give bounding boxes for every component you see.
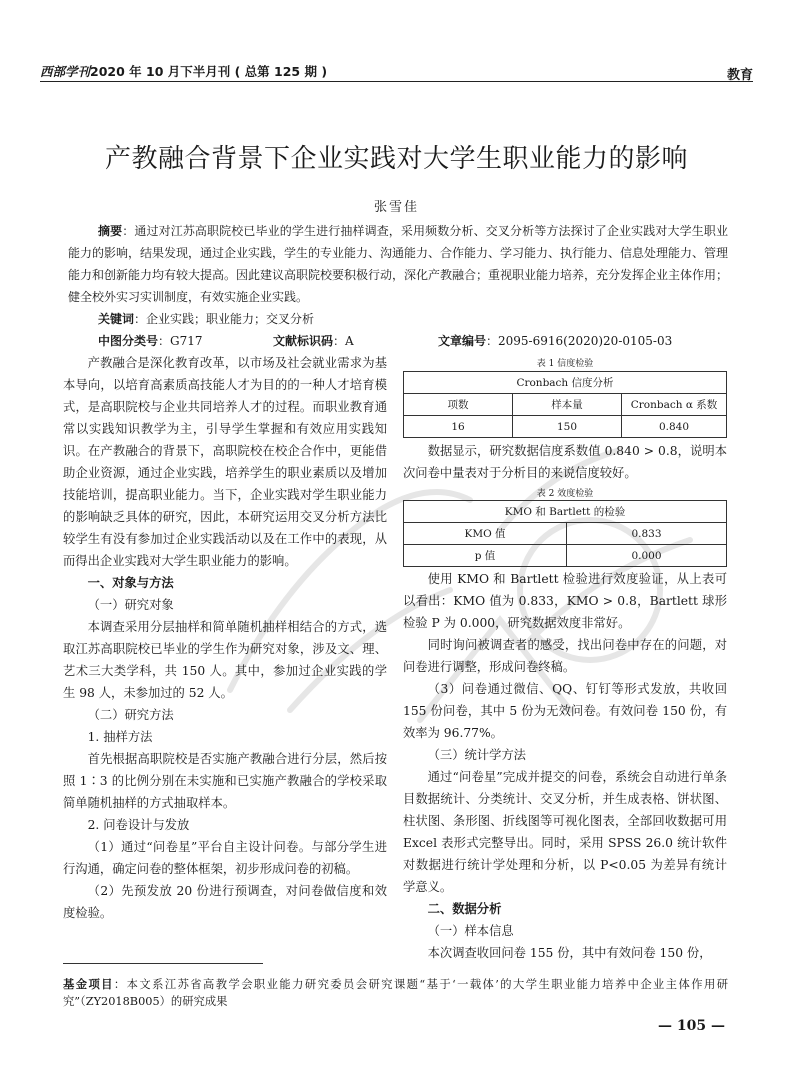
paragraph-final-questionnaire: 同时询问被调查者的感受，找出问卷中存在的问题，对问卷进行调整，形成问卷终稿。 xyxy=(403,638,727,674)
table2-label-p: p 值 xyxy=(404,545,567,567)
keywords-label: 关键词 xyxy=(98,312,135,326)
section-label: 教育 xyxy=(726,68,753,83)
header-rule xyxy=(40,81,753,82)
page-number: — 105 — xyxy=(658,1018,725,1034)
abstract-block xyxy=(68,220,728,352)
paragraph-reliability-result: 数据显示，研究数据信度系数值 0.840 > 0.8，说明本次问卷中量表对于分析目的来说信度较好。 xyxy=(403,444,727,480)
abstract xyxy=(68,220,728,308)
reliability-table xyxy=(403,371,727,438)
abstract-text: ：通过对江苏高职院校已毕业的学生进行抽样调查，采用频数分析、交叉分析等方法探讨了企业实践对大学生职业能力的影响，结果发现，通过企业实践，学生的专业能力、沟通能力、合作能力、学习能力、执行能力、信息处理能力、管理能力和创新能力均有较大提高。因此建议高职院校要积极行动，深化产教融合；重视职业能力培养，充分发挥企业主体作用；健全校外实习实训制度，有效实施企业实践。 xyxy=(68,224,729,304)
paragraph-sampling-method: 首先根据高职院校是否实施产教融合进行分层，然后按照 1∶3 的比例分别在未实施和已实施产教融合的学校采取简单随机抽样的方式抽取样本。 xyxy=(63,752,387,810)
table1-caption: 表 1 信度检验 xyxy=(536,359,594,369)
funding-footnote xyxy=(63,976,728,1010)
classification-line xyxy=(68,330,728,352)
section-heading-2: 二、数据分析 xyxy=(427,902,502,916)
table1-header-alpha: Cronbach α 系数 xyxy=(622,394,727,416)
subsection-heading-1-2: （二）研究方法 xyxy=(87,708,174,722)
journal-issue: 2020 年 10 月下半月刊 ( 总第 125 期 ) xyxy=(90,64,328,79)
keywords-line xyxy=(68,308,728,330)
table2-title: KMO 和 Bartlett 的检验 xyxy=(404,501,727,523)
clc-label: 中图分类号 xyxy=(98,334,159,348)
table1-cell-sample: 150 xyxy=(513,416,622,438)
paragraph-statistics: 通过“问卷星”完成并提交的问卷，系统会自动进行单条目数据统计、分类统计、交叉分析，并生成表格、饼状图、柱状图、条形图、折线图等可视化图表，全部回收数据可用 Excel 表形式完整导出。同时，采用 SPSS 26.0 统计软件对数据进行统计学处理和分析，以 P<0.05 为差异有统计学意义。 xyxy=(403,770,727,894)
table2-caption: 表 2 效度检验 xyxy=(536,489,594,499)
journal-logo: 西部学刊 xyxy=(40,64,91,79)
table1-cell-alpha: 0.840 xyxy=(622,416,727,438)
subsection-heading-1-3: （三）统计学方法 xyxy=(427,748,526,762)
article-no-value: ：2095-6916(2020)20-0105-03 xyxy=(486,334,673,348)
right-column-block-2 xyxy=(403,568,727,964)
table2-value-kmo: 0.833 xyxy=(567,523,727,545)
subsection-heading-1-1: （一）研究对象 xyxy=(87,598,174,612)
footnote-text: ：本文系江苏省高教学会职业能力研究委员会研究课题“基于‘一载体’的大学生职业能力培养中企业主体作用研究”（ZY2018B005）的研究成果 xyxy=(63,978,728,1008)
table2-value-p: 0.000 xyxy=(567,545,727,567)
footnote-rule xyxy=(63,963,263,964)
table1-cell-items: 16 xyxy=(404,416,513,438)
paragraph-study-subjects: 本调查采用分层抽样和简单随机抽样相结合的方式，选取江苏高职院校已毕业的学生作为研究对象，涉及文、理、艺术三大类学科，共 150 人。其中，参加过企业实践的学生 98 人，未参加过的 52 人。 xyxy=(63,620,387,700)
heading-questionnaire: 2. 问卷设计与发放 xyxy=(87,818,190,832)
heading-sampling-method: 1. 抽样方法 xyxy=(87,730,153,744)
intro-paragraph: 产教融合是深化教育改革，以市场及社会就业需求为基本导向，以培育高素质高技能人才为目的的一种人才培育模式，是高职院校与企业共同培养人才的过程。而职业教育通常以实践知识教学为主，引导学生掌握和有效应用实践知识。在产教融合的背景下，高职院校在校企合作中，更能借助企业资源，通过企业实践，培养学生的职业素质以及增加技能培训，提高职业能力。当下，企业实践对学生职业能力的影响缺乏具体的研究，因此，本研究运用交叉分析方法比较学生有没有参加过企业实践活动以及在工作中的表现，从而得出企业实践对大学生职业能力的影响。 xyxy=(63,356,387,568)
paragraph-sample-info: 本次调查收回问卷 155 份，其中有效问卷 150 份， xyxy=(427,946,712,960)
subsection-heading-2-1: （一）样本信息 xyxy=(427,924,514,938)
doc-code-value: ：A xyxy=(333,334,354,348)
journal-issue-header xyxy=(40,62,327,80)
table2-label-kmo: KMO 值 xyxy=(404,523,567,545)
paragraph-questionnaire-1: （1）通过“问卷星”平台自主设计问卷。与部分学生进行沟通，确定问卷的整体框架，初步形成问卷的初稿。 xyxy=(63,840,387,876)
paragraph-validity-result: 使用 KMO 和 Bartlett 检验进行效度验证，从上表可以看出：KMO 值为 0.833，KMO > 0.8，Bartlett 球形检验 P 为 0.000，研究数据效度非常好。 xyxy=(403,572,727,630)
right-column-block-1 xyxy=(403,440,727,484)
table1-title: Cronbach 信度分析 xyxy=(404,372,727,394)
left-column xyxy=(63,352,387,924)
doc-code-label: 文献标识码 xyxy=(273,334,334,348)
abstract-label: 摘要 xyxy=(98,224,123,238)
validity-table xyxy=(403,500,727,567)
table1-header-sample: 样本量 xyxy=(513,394,622,416)
keywords-text: ：企业实践；职业能力；交叉分析 xyxy=(134,312,315,326)
paragraph-distribution: （3）问卷通过微信、QQ、钉钉等形式发放，共收回 155 份问卷，其中 5 份为无效问卷。有效问卷 150 份，有效率为 96.77%。 xyxy=(403,682,727,740)
section-heading-1: 一、对象与方法 xyxy=(87,576,174,590)
clc-value: ：G717 xyxy=(158,334,203,348)
article-title: 产教融合背景下企业实践对大学生职业能力的影响 xyxy=(104,144,688,174)
paragraph-questionnaire-2: （2）先预发放 20 份进行预调查，对问卷做信度和效度检验。 xyxy=(63,884,387,920)
table1-header-items: 项数 xyxy=(404,394,513,416)
article-author: 张雪佳 xyxy=(373,200,419,215)
article-no-label: 文章编号 xyxy=(438,334,487,348)
footnote-label: 基金项目 xyxy=(63,978,114,991)
